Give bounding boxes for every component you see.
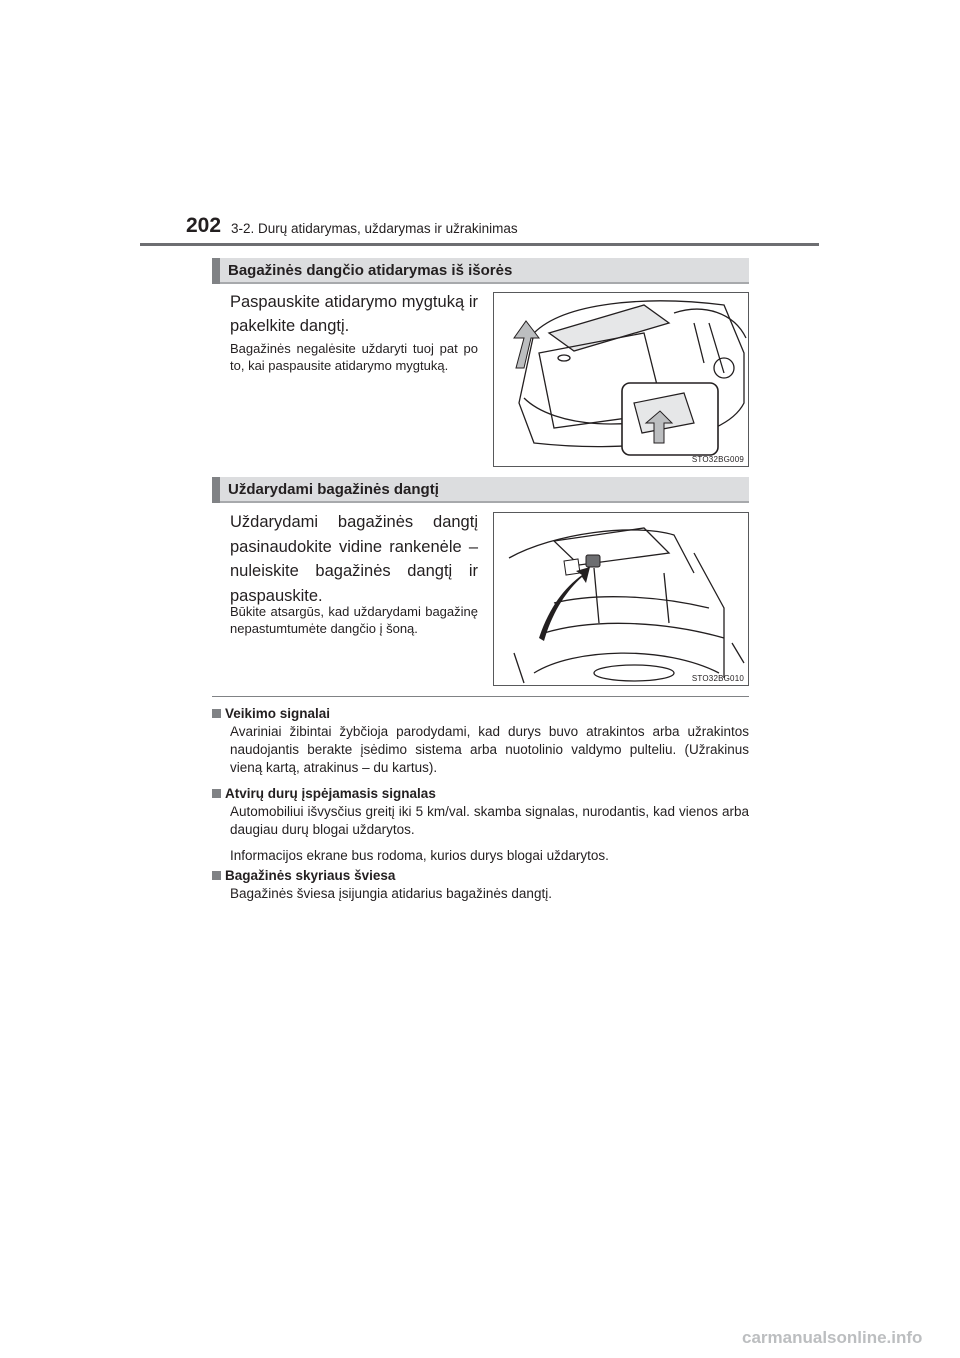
page-number: 202 [186,214,222,237]
trunk-opening-illustration [494,293,748,466]
note-text: Būkite atsargūs, kad uždarydami bagažinę nepastumtumėte dangčio į šoną. [230,604,478,636]
watermark: carmanualsonline.info [742,1328,923,1347]
info-paragraph: Avariniai žibintai žybčioja parodydami, kad durys buvo atrakintos arba užrakintos naudojantis berakte įsėdimo sistema arba nuotolinio valdymo pulteliu. (Užrakinus vieną kartą, atrakinus – du kartus). [230,724,749,775]
section-header-opening [212,258,749,284]
info-item-open-door-warning [212,785,749,865]
section-title: Bagažinės dangčio atidarymas iš išorės [228,262,513,279]
info-item-trunk-light [212,867,749,903]
info-paragraph: Bagažinės šviesa įsijungia atidarius bagažinės dangtį. [230,886,552,901]
note-text: Bagažinės negalėsite uždaryti tuoj pat po to, kai paspausite atidarymo mygtuką. [230,341,478,373]
instruction-text: Paspauskite atidarymo mygtuką ir pakelkite dangtį. [230,293,478,335]
figure-code: STO32BG009 [691,455,744,464]
trunk-closing-illustration [494,513,748,685]
header-rule [140,243,819,246]
info-paragraph: Automobiliui išvysčius greitį iki 5 km/val. skamba signalas, nurodantis, kad vienos arba daugiau durų blogai uždarytos. [230,804,749,837]
bullet-square-icon [212,871,221,880]
info-title: Bagažinės skyriaus šviesa [225,868,396,883]
figure-code: STO32BG010 [691,674,744,683]
instruction-text: Uždarydami bagažinės dangtį pasinaudokite vidine rankenėle – nuleiskite bagažinės dangtį ir paspauskite. [230,513,478,605]
section-title: Uždarydami bagažinės dangtį [228,481,439,498]
figure-trunk-closing [493,512,749,686]
section-divider [212,696,749,697]
figure-trunk-opening [493,292,749,467]
info-item-operation-signals [212,705,749,777]
section-header-closing [212,477,749,503]
bullet-square-icon [212,789,221,798]
info-paragraph: Informacijos ekrane bus rodoma, kurios durys blogai uždarytos. [230,848,609,863]
bullet-square-icon [212,709,221,718]
info-title: Veikimo signalai [225,706,331,721]
info-title: Atvirų durų įspėjamasis signalas [225,786,436,801]
running-head: 3-2. Durų atidarymas, uždarymas ir užrakinimas [231,221,518,236]
